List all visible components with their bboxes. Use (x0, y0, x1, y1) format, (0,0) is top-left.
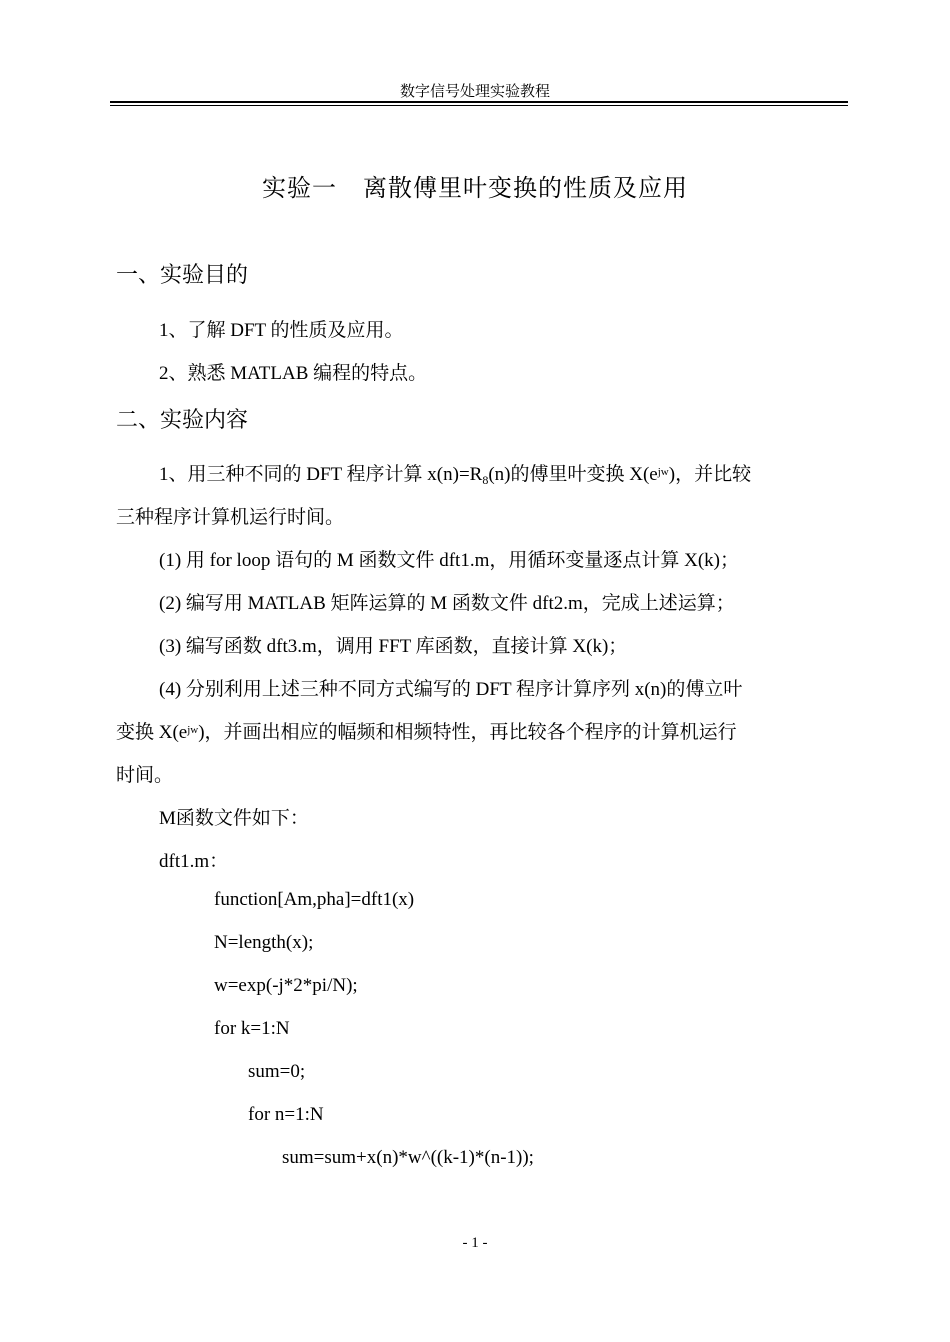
code-line: for n=1:N (248, 1104, 324, 1125)
code-line: N=length(x); (214, 932, 314, 953)
step-3: (3) 编写函数 dft3.m，调用 FFT 库函数，直接计算 X(k)； (159, 636, 628, 657)
task1-line2: 三种程序计算机运行时间。 (116, 507, 345, 528)
step-1: (1) 用 for loop 语句的 M 函数文件 dft1.m，用循环变量逐点计算 X(k)； (159, 550, 739, 571)
task1-text-a: 1、用三种不同的 DFT 程序计算 x(n)=R (159, 464, 483, 485)
step-4-line2 (116, 717, 737, 744)
code-line: function[Am,pha]=dft1(x) (214, 889, 415, 910)
code-line: sum=0; (248, 1061, 306, 1082)
step-4-superscript: jw (187, 724, 199, 736)
section-heading-purpose: 一、实验目的 (116, 263, 249, 288)
step-4-line1: (4) 分别利用上述三种不同方式编写的 DFT 程序计算序列 x(n)的傅立叶 (159, 679, 743, 700)
running-header: 数字信号处理实验教程 (399, 84, 550, 100)
mfile-intro: M函数文件如下： (159, 808, 309, 829)
header-rule (110, 101, 848, 103)
title-experiment-number: 实验一 (262, 174, 337, 202)
page-number: - 1 - (462, 1235, 488, 1251)
mfile-name: dft1.m： (159, 851, 229, 872)
purpose-item-2: 2、熟悉 MATLAB 编程的特点。 (159, 363, 428, 384)
purpose-item-1: 1、了解 DFT 的性质及应用。 (159, 320, 404, 341)
title-experiment-name: 离散傅里叶变换的性质及应用 (363, 174, 688, 202)
step-2: (2) 编写用 MATLAB 矩阵运算的 M 函数文件 dft2.m，完成上述运算； (159, 593, 735, 614)
step-4-text-a: 变换 X(e (116, 722, 188, 743)
code-line: w=exp(-j*2*pi/N); (214, 975, 358, 996)
task1-line1 (159, 459, 846, 488)
task1-text-b: (n)的傅里叶变换 X(e (488, 464, 658, 485)
section-heading-content: 二、实验内容 (116, 408, 249, 433)
task1-superscript: jw (657, 466, 669, 478)
step-4-text-b: )，并画出相应的幅频和相频特性，再比较各个程序的计算机运行 (198, 722, 737, 743)
task1-text-c: )，并比较 (668, 464, 752, 485)
step-4-line3: 时间。 (116, 765, 174, 786)
task1-text (159, 459, 751, 488)
header-rule-thin (110, 105, 848, 106)
task1-subscript: 8 (482, 473, 489, 487)
page-title (0, 168, 950, 203)
code-line: sum=sum+x(n)*w^((k-1)*(n-1)); (282, 1147, 534, 1168)
code-line: for k=1:N (214, 1018, 290, 1039)
